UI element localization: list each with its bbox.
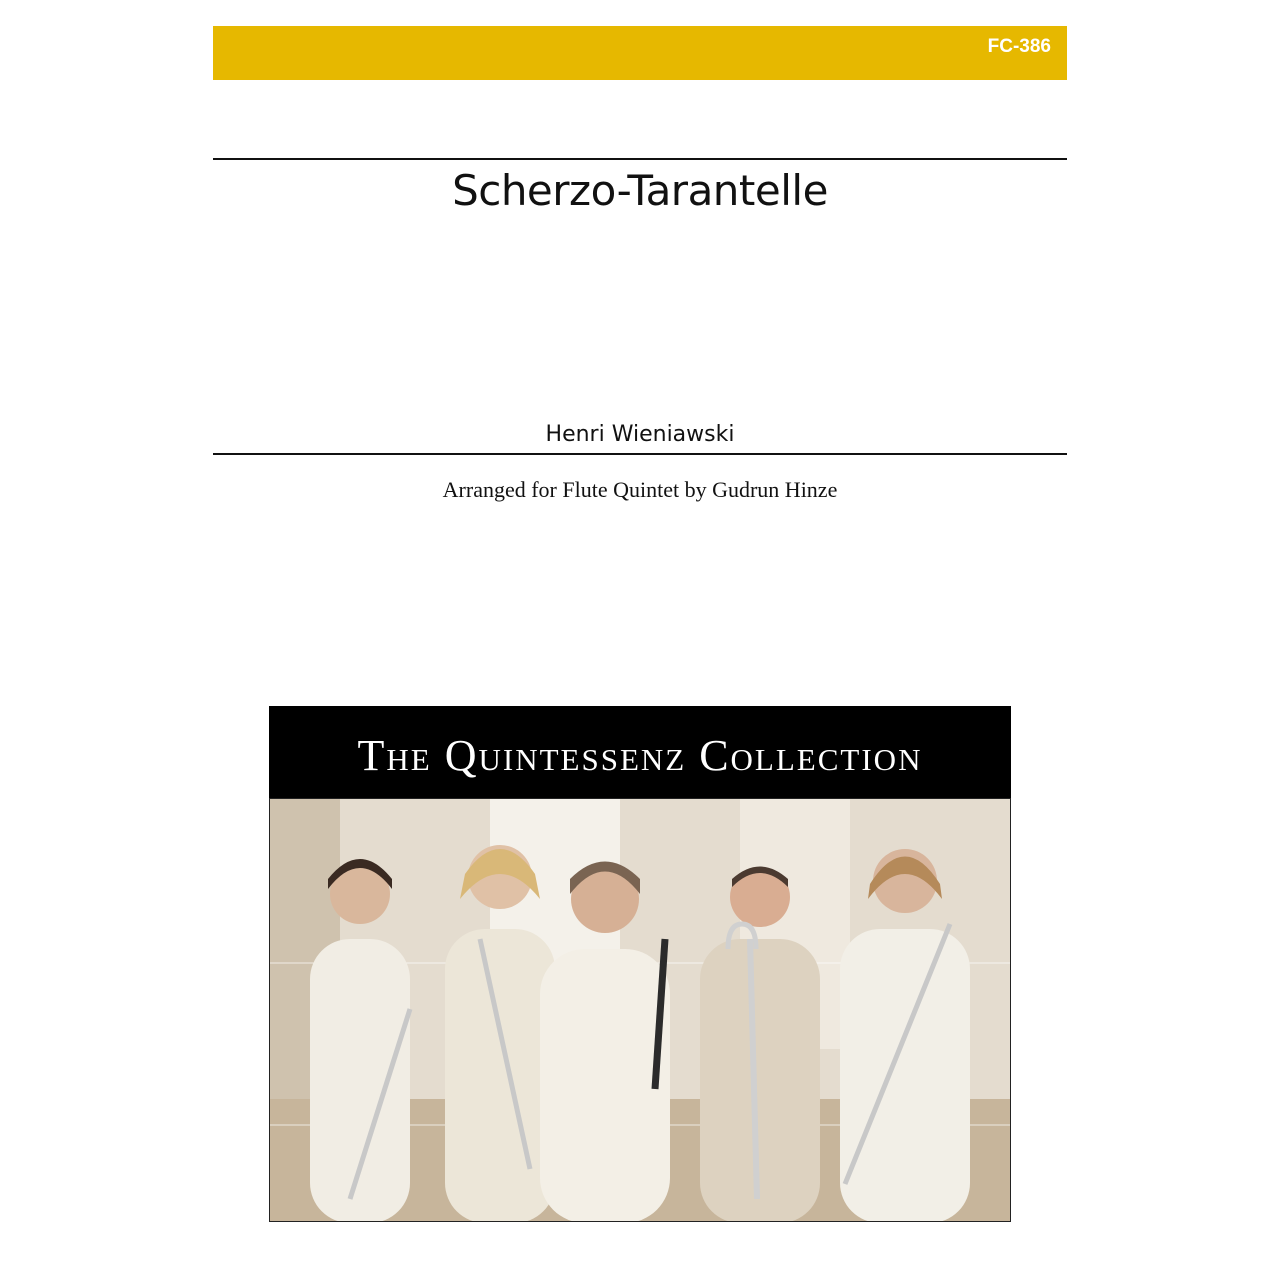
piece-title: Scherzo-Tarantelle <box>452 166 828 215</box>
ensemble-photo <box>269 798 1011 1222</box>
composer-name: Henri Wieniawski <box>545 422 735 447</box>
arranger-credit: Arranged for Flute Quintet by Gudrun Hinze <box>442 477 838 502</box>
ensemble-photo-image <box>270 799 1011 1222</box>
collection-title: The Quintessenz Collection <box>357 731 923 780</box>
collection-banner <box>269 706 1011 798</box>
composer-rule <box>213 453 1067 455</box>
catalog-code: FC-386 <box>987 36 1051 57</box>
title-rule <box>213 158 1067 160</box>
catalog-band <box>213 26 1067 80</box>
